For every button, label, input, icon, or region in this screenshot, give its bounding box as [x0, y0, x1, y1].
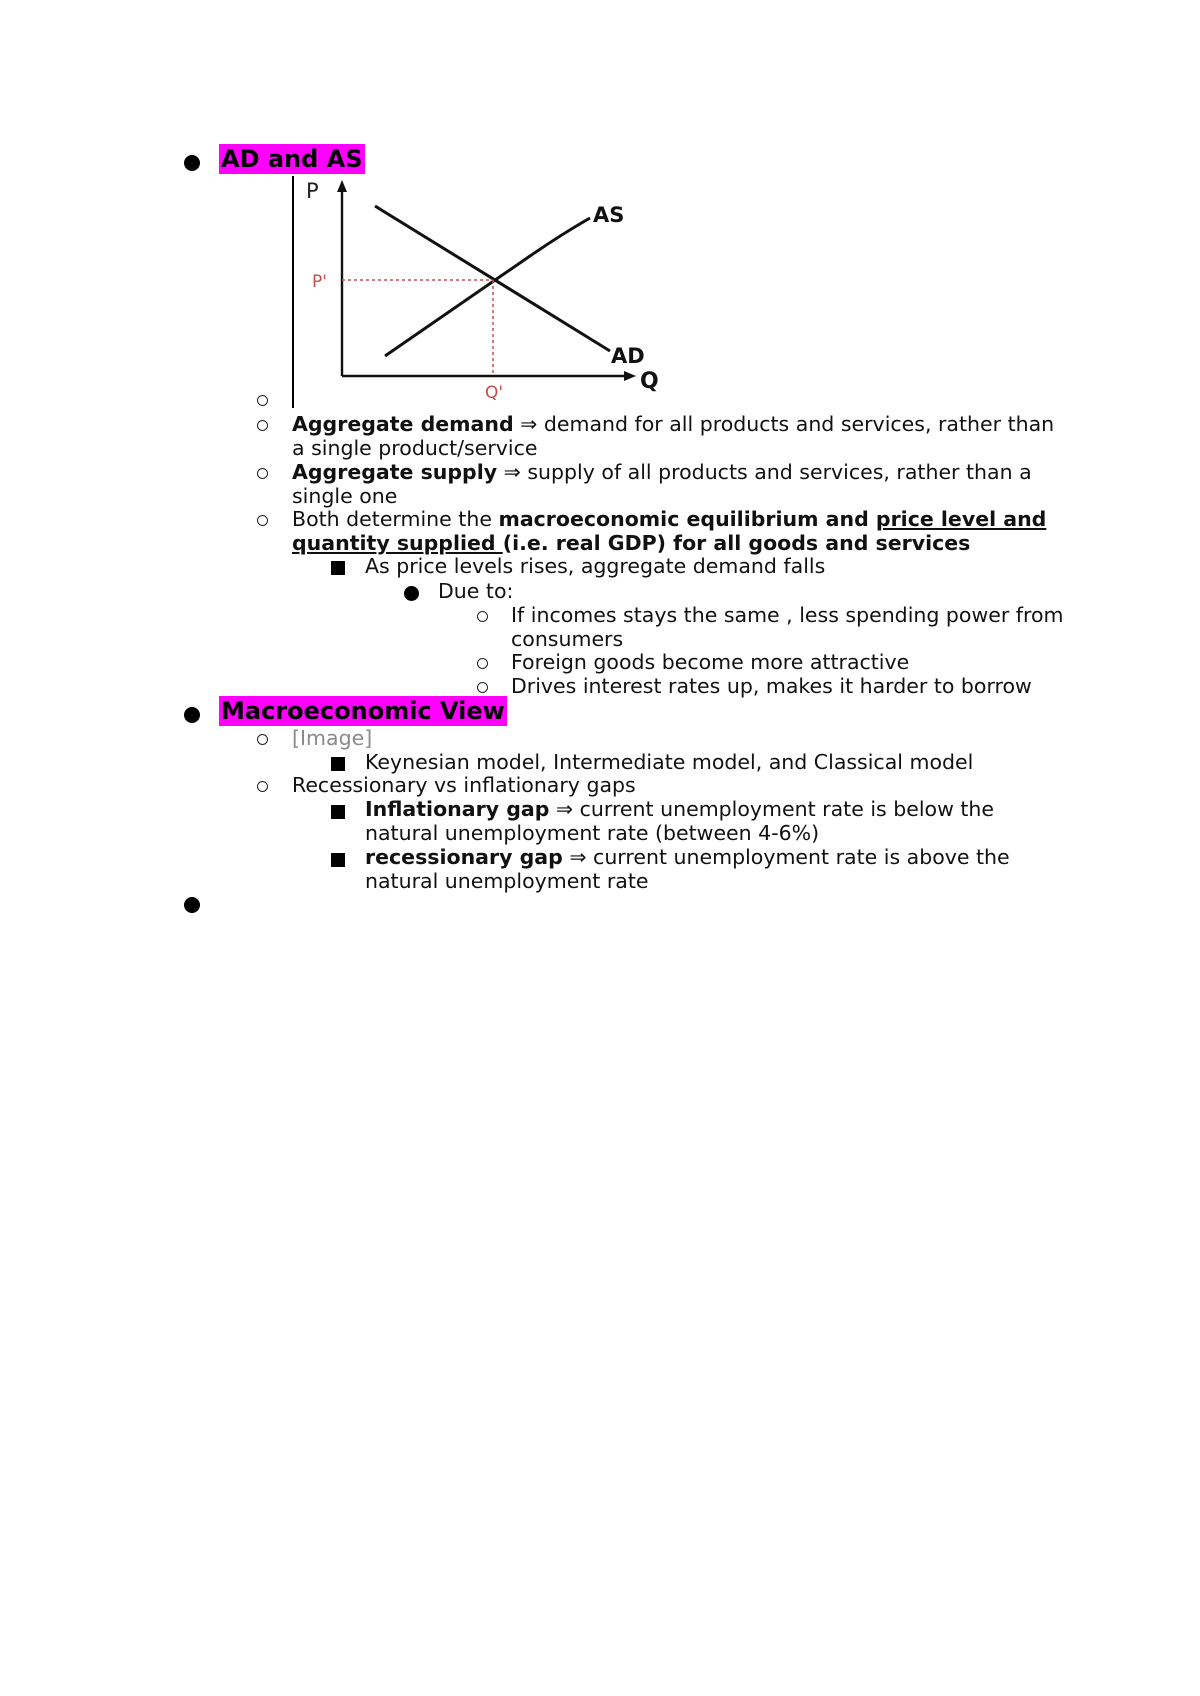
image-frame-left-border: [292, 176, 294, 408]
term-aggregate-demand: Aggregate demand: [292, 412, 514, 436]
definition-text: demand for all products and services, rather than: [537, 412, 1055, 436]
sub-item-price-levels: As price levels rises, aggregate demand falls: [365, 554, 826, 578]
demand-label: AD: [611, 344, 645, 368]
reason-item: If incomes stays the same , less spending power from: [511, 603, 1064, 627]
y-axis-arrow-icon: [337, 180, 347, 192]
list-item-aggregate-demand: [292, 412, 1054, 436]
ad-as-diagram: [300, 176, 660, 406]
implies-arrow: ⇒: [520, 412, 538, 436]
quantity-label: Q': [485, 383, 504, 403]
sub-item-recessionary-gap: [365, 845, 1010, 869]
bullet-circle: [257, 734, 268, 745]
definition-text: current unemployment rate is above the: [586, 845, 1010, 869]
bullet-disc: [404, 586, 419, 601]
reason-item: Drives interest rates up, makes it harder to borrow: [511, 674, 1032, 698]
sub-item-models: Keynesian model, Intermediate model, and Classical model: [365, 750, 974, 774]
sub-item-continuation: natural unemployment rate: [365, 869, 649, 893]
section-heading-macroeconomic-view: Macroeconomic View: [221, 697, 505, 725]
equilibrium-underline: quantity supplied: [292, 531, 503, 555]
sub-item-continuation: natural unemployment rate (between 4-6%): [365, 821, 820, 845]
x-axis-label: Q: [640, 369, 659, 394]
image-placeholder: [Image]: [292, 726, 373, 750]
section-heading-ad-as: AD and AS: [221, 145, 363, 173]
bullet-square: [331, 853, 345, 867]
bullet-disc-empty: [184, 897, 200, 913]
list-item-continuation: single one: [292, 484, 398, 508]
bullet-disc: [184, 155, 200, 171]
bullet-circle: [257, 468, 268, 479]
y-axis-label: P: [306, 179, 319, 203]
reason-continuation: consumers: [511, 627, 624, 651]
reason-item: Foreign goods become more attractive: [511, 650, 910, 674]
supply-curve: [385, 218, 590, 356]
x-axis-arrow-icon: [624, 371, 636, 381]
price-label: P': [312, 272, 327, 292]
term-recessionary-gap: recessionary gap: [365, 845, 563, 869]
equilibrium-underline: price level and: [875, 507, 1047, 531]
list-item-aggregate-supply: [292, 460, 1032, 484]
bullet-square: [331, 805, 345, 819]
list-item-gaps: Recessionary vs inflationary gaps: [292, 773, 636, 797]
equilibrium-bold: macroeconomic equilibrium and: [498, 507, 876, 531]
implies-arrow: ⇒: [569, 845, 587, 869]
definition-text: supply of all products and services, rather than a: [520, 460, 1032, 484]
sub-item-inflationary-gap: [365, 797, 994, 821]
equilibrium-prefix: Both determine the: [292, 507, 499, 531]
bullet-circle: [477, 611, 488, 622]
term-inflationary-gap: Inflationary gap: [365, 797, 550, 821]
supply-label: AS: [593, 203, 625, 227]
implies-arrow: ⇒: [555, 797, 574, 821]
implies-arrow: ⇒: [503, 460, 521, 484]
sub-item-due-to: Due to:: [438, 579, 514, 603]
list-item-continuation: a single product/service: [292, 436, 538, 460]
term-aggregate-supply: Aggregate supply: [292, 460, 498, 484]
bullet-circle: [257, 395, 268, 406]
list-item-continuation: [292, 531, 970, 555]
bullet-circle: [477, 658, 488, 669]
bullet-square: [331, 561, 345, 575]
bullet-square: [331, 757, 345, 771]
bullet-circle: [257, 781, 268, 792]
bullet-circle: [257, 515, 268, 526]
equilibrium-bold: (i.e. real GDP) for all goods and services: [502, 531, 971, 555]
definition-text: current unemployment rate is below the: [573, 797, 995, 821]
bullet-circle: [477, 682, 488, 693]
bullet-disc: [184, 707, 200, 723]
list-item-equilibrium: [292, 507, 1046, 531]
bullet-circle: [257, 420, 268, 431]
